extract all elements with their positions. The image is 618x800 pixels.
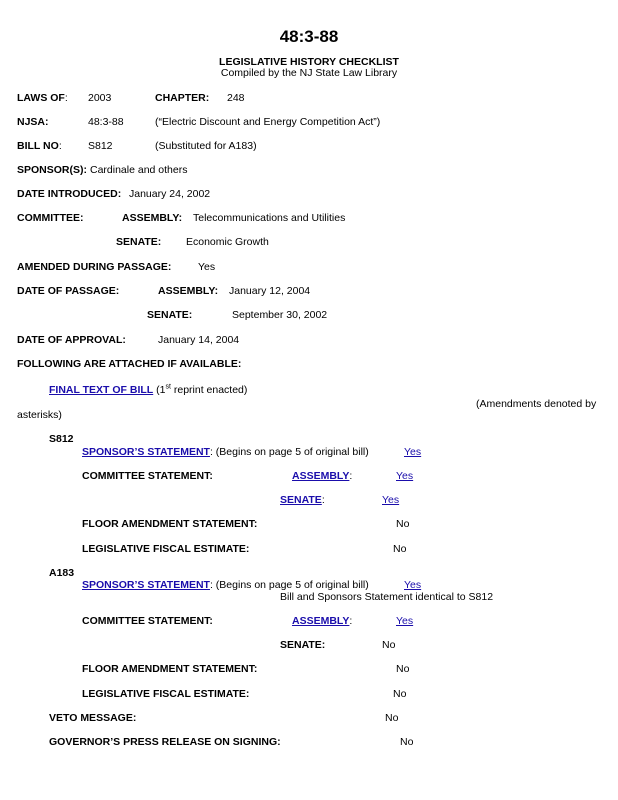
s812-senate-yes-link[interactable]: Yes	[382, 494, 400, 506]
page-title: 48:3-88	[279, 27, 339, 46]
s812-floor-value: No	[396, 518, 410, 530]
amendments-note: (Amendments denoted by	[476, 398, 597, 410]
passage-senate-value: September 30, 2002	[232, 309, 328, 321]
s812-sponsor-line: SPONSOR’S STATEMENT: (Begins on page 5 of original bill)	[82, 446, 369, 458]
amended-value: Yes	[198, 261, 216, 273]
a183-senate-value: No	[382, 639, 396, 651]
njsa-value: 48:3-88	[88, 116, 124, 128]
njsa-title: (“Electric Discount and Energy Competition Act”)	[155, 116, 381, 128]
committee-assembly-value: Telecommunications and Utilities	[193, 212, 346, 224]
date-introduced-label: DATE INTRODUCED:	[17, 188, 122, 200]
committee-assembly-label: ASSEMBLY:	[122, 212, 183, 224]
attached-heading: FOLLOWING ARE ATTACHED IF AVAILABLE:	[17, 358, 242, 370]
laws-of-label: LAWS OF:	[17, 92, 68, 104]
final-text-link[interactable]: FINAL TEXT OF BILL	[49, 384, 154, 396]
a183-committee-label: COMMITTEE STATEMENT:	[82, 615, 213, 627]
s812-senate-line: SENATE:	[280, 494, 325, 506]
press-release-value: No	[400, 736, 414, 748]
a183-assembly-yes-link[interactable]: Yes	[396, 615, 414, 627]
s812-fiscal-label: LEGISLATIVE FISCAL ESTIMATE:	[82, 543, 250, 555]
a183-sponsor-line: SPONSOR’S STATEMENT: (Begins on page 5 of original bill)	[82, 579, 369, 591]
a183-heading: A183	[49, 567, 75, 579]
chapter-value: 248	[227, 92, 245, 104]
a183-assembly-line: ASSEMBLY:	[292, 615, 353, 627]
committee-senate-label: SENATE:	[116, 236, 162, 248]
page-subtitle: LEGISLATIVE HISTORY CHECKLIST	[219, 56, 399, 68]
veto-label: VETO MESSAGE:	[49, 712, 137, 724]
a183-sponsor-statement-link[interactable]: SPONSOR’S STATEMENT	[82, 579, 210, 591]
bill-no-substituted: (Substituted for A183)	[155, 140, 257, 152]
s812-sponsor-yes-link[interactable]: Yes	[404, 446, 422, 458]
press-release-label: GOVERNOR’S PRESS RELEASE ON SIGNING:	[49, 736, 281, 748]
njsa-label: NJSA:	[17, 116, 49, 128]
s812-floor-label: FLOOR AMENDMENT STATEMENT:	[82, 518, 258, 530]
date-approval-label: DATE OF APPROVAL:	[17, 334, 126, 346]
sponsors-value: Cardinale and others	[90, 164, 188, 176]
veto-value: No	[385, 712, 399, 724]
committee-label: COMMITTEE:	[17, 212, 84, 224]
a183-senate-label: SENATE:	[280, 639, 326, 651]
a183-fiscal-value: No	[393, 688, 407, 700]
s812-assembly-yes-link[interactable]: Yes	[396, 470, 414, 482]
a183-sponsor-yes-link[interactable]: Yes	[404, 579, 422, 591]
a183-assembly-link[interactable]: ASSEMBLY	[292, 615, 350, 627]
final-text-line: FINAL TEXT OF BILL (1st reprint enacted)	[49, 383, 248, 396]
s812-sponsor-statement-link[interactable]: SPONSOR’S STATEMENT	[82, 446, 210, 458]
chapter-label: CHAPTER:	[155, 92, 210, 104]
laws-of-value: 2003	[88, 92, 112, 104]
a183-identical-note: Bill and Sponsors Statement identical to S812	[280, 591, 494, 603]
a183-fiscal-label: LEGISLATIVE FISCAL ESTIMATE:	[82, 688, 250, 700]
date-approval-value: January 14, 2004	[158, 334, 240, 346]
bill-no-label: BILL NO:	[17, 140, 62, 152]
s812-heading: S812	[49, 433, 74, 445]
sponsors-label: SPONSOR(S):	[17, 164, 88, 176]
s812-assembly-line: ASSEMBLY:	[292, 470, 353, 482]
date-passage-label: DATE OF PASSAGE:	[17, 285, 120, 297]
asterisks-note: asterisks)	[17, 409, 62, 421]
date-introduced-value: January 24, 2002	[129, 188, 211, 200]
committee-senate-value: Economic Growth	[186, 236, 269, 248]
amended-label: AMENDED DURING PASSAGE:	[17, 261, 172, 273]
bill-no-value: S812	[88, 140, 113, 152]
compiled-by: Compiled by the NJ State Law Library	[220, 67, 398, 79]
a183-floor-label: FLOOR AMENDMENT STATEMENT:	[82, 663, 258, 675]
s812-fiscal-value: No	[393, 543, 407, 555]
s812-committee-label: COMMITTEE STATEMENT:	[82, 470, 213, 482]
passage-senate-label: SENATE:	[147, 309, 193, 321]
a183-floor-value: No	[396, 663, 410, 675]
s812-assembly-link[interactable]: ASSEMBLY	[292, 470, 350, 482]
passage-assembly-value: January 12, 2004	[229, 285, 311, 297]
passage-assembly-label: ASSEMBLY:	[158, 285, 219, 297]
s812-senate-link[interactable]: SENATE	[280, 494, 322, 506]
